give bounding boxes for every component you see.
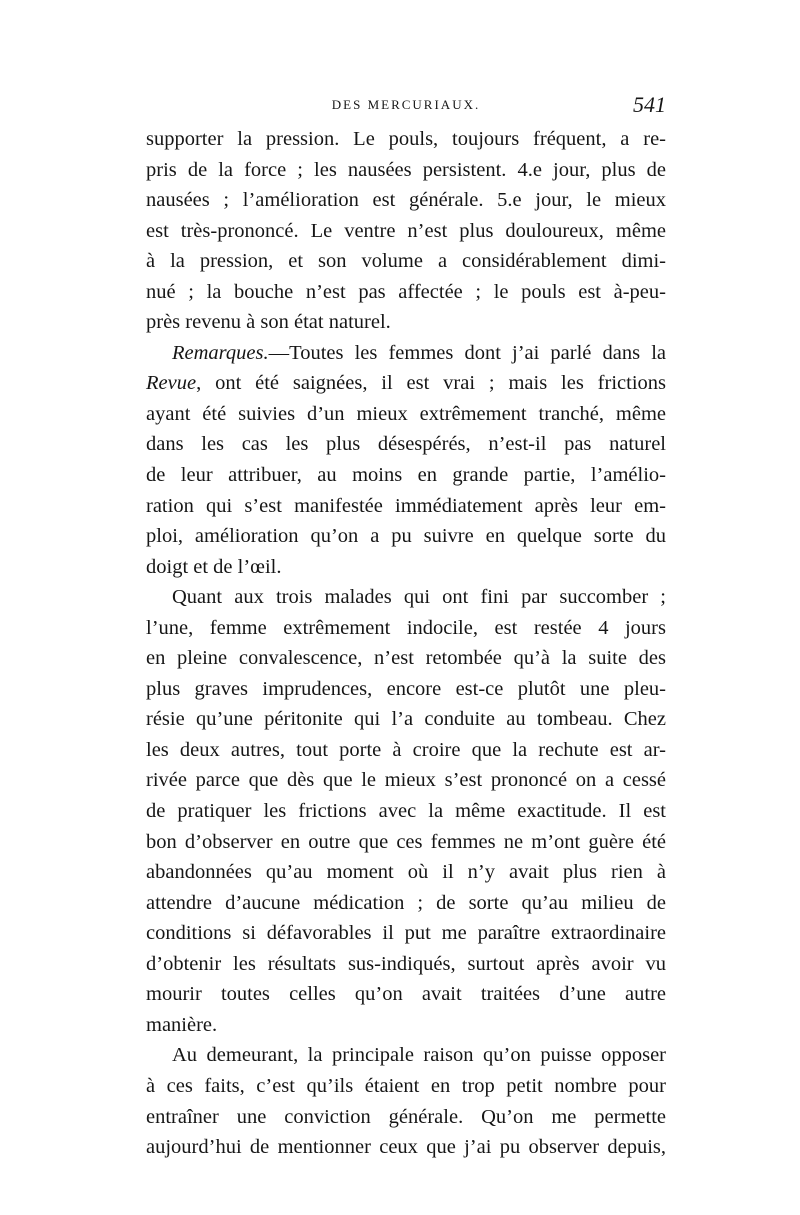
text-line: nausées ; l’amélioration est générale. 5.e jour, le mieux: [146, 189, 666, 212]
text-line: attendre d’aucune médication ; de sorte qu’au milieu de: [146, 891, 666, 914]
body-text: [146, 124, 666, 1163]
text-line: ayant été suivies d’un mieux extrêmement tranché, même: [146, 402, 666, 425]
text-line: manière.: [146, 1013, 218, 1036]
text-line: près revenu à son état naturel.: [146, 311, 391, 334]
text-line: l’une, femme extrêmement indocile, est restée 4 jours: [146, 616, 666, 639]
text-line: dans les cas les plus désespérés, n’est-il pas naturel: [146, 433, 666, 456]
text-line: à la pression, et son volume a considérablement dimi-: [146, 250, 666, 273]
text-line: ration qui s’est manifestée immédiatement après leur em-: [146, 494, 666, 517]
text-line: à ces faits, c’est qu’ils étaient en trop petit nombre pour: [146, 1074, 666, 1097]
text-line: plus graves imprudences, encore est-ce plutôt une pleu-: [146, 677, 666, 700]
remarques-heading: Remarques.: [172, 341, 269, 364]
text-line: [146, 368, 666, 399]
text-line: résie qu’une péritonite qui l’a conduite au tombeau. Chez: [146, 708, 666, 731]
text-line: aujourd’hui de mentionner ceux que j’ai pu observer depuis,: [146, 1136, 666, 1159]
text-line: de leur attribuer, au moins en grande partie, l’amélio-: [146, 464, 666, 487]
text-line: mourir toutes celles qu’on avait traitées d’une autre: [146, 983, 666, 1006]
text-line: conditions si défavorables il put me paraître extraordinaire: [146, 922, 666, 945]
text-line: d’obtenir les résultats sus-indiqués, surtout après avoir vu: [146, 952, 666, 975]
text-line: abandonnées qu’au moment où il n’y avait plus rien à: [146, 861, 666, 884]
page-number: 541: [633, 92, 666, 117]
text-line: Quant aux trois malades qui ont fini par succomber ;: [172, 586, 666, 609]
text-span: , ont été saignées, il est vrai ; mais les frictions: [196, 372, 666, 395]
text-line: supporter la pression. Le pouls, toujours fréquent, a re-: [146, 128, 666, 150]
text-line: en pleine convalescence, n’est retombée qu’à la suite des: [146, 647, 666, 670]
text-line: de pratiquer les frictions avec la même exactitude. Il est: [146, 800, 666, 823]
revue-title: Revue: [146, 372, 197, 395]
text-span: —Toutes les femmes dont j’ai parlé dans la: [268, 341, 666, 364]
text-line: rivée parce que dès que le mieux s’est prononcé on a cessé: [146, 769, 666, 792]
running-title: DES MERCURIAUX.: [331, 97, 481, 112]
text-line: doigt et de l’œil.: [146, 555, 282, 578]
text-line: les deux autres, tout porte à croire que la rechute est ar-: [146, 738, 666, 761]
text-line: nué ; la bouche n’est pas affectée ; le pouls est à-peu-: [146, 280, 666, 303]
text-line: Au demeurant, la principale raison qu’on puisse opposer: [172, 1044, 666, 1067]
text-line: ploi, amélioration qu’on a pu suivre en quelque sorte du: [146, 525, 666, 548]
text-line: [146, 338, 666, 369]
text-line: pris de la force ; les nausées persistent. 4.e jour, plus de: [146, 158, 666, 181]
text-line: entraîner une conviction générale. Qu’on me permette: [146, 1105, 666, 1128]
text-line: est très-prononcé. Le ventre n’est plus douloureux, même: [146, 219, 666, 242]
running-head: [146, 92, 666, 121]
text-line: bon d’observer en outre que ces femmes ne m’ont guère été: [146, 830, 666, 853]
